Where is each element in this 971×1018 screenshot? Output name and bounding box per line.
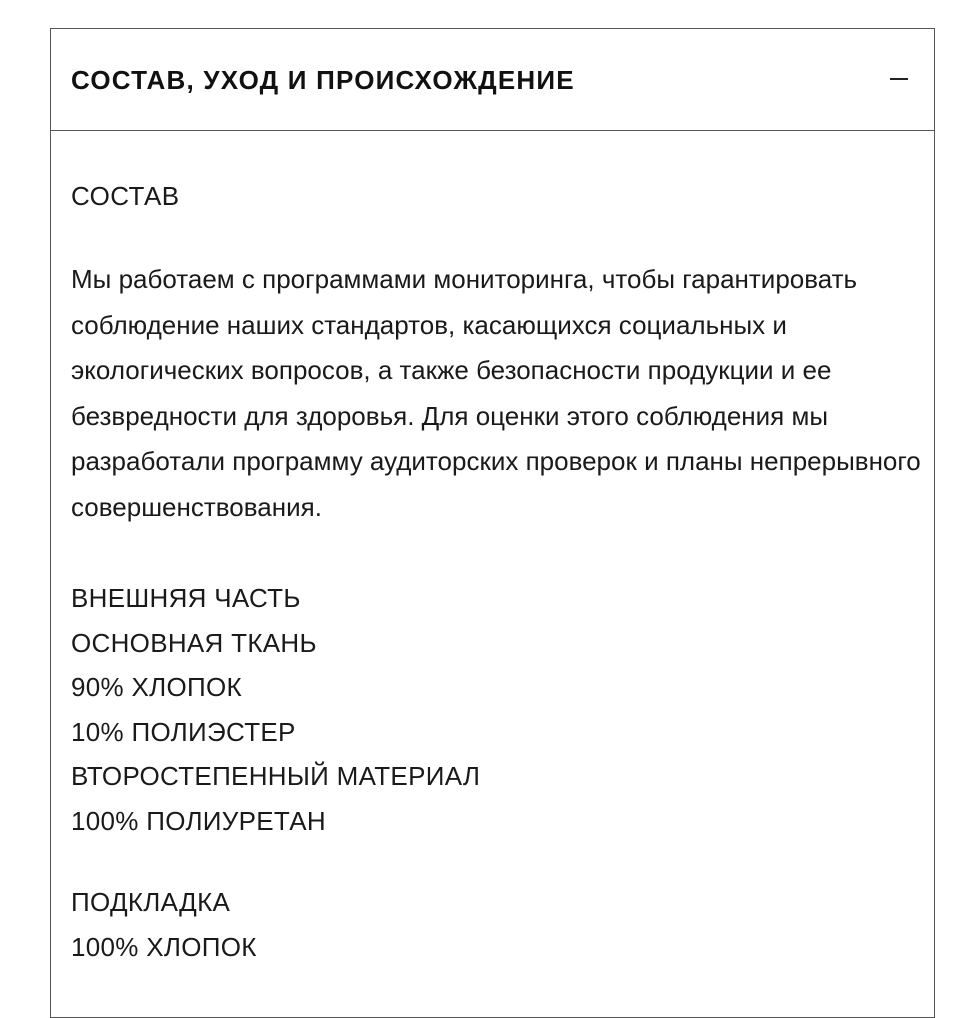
lining-cotton: 100% ХЛОПОК [71, 931, 257, 962]
lining-heading: ПОДКЛАДКА [71, 887, 231, 917]
outer-heading: ВНЕШНЯЯ ЧАСТЬ [71, 583, 301, 613]
monitoring-paragraph: Мы работаем с программами мониторинга, чтобы гарантировать соблюдение наших стандартов, касающихся социальных и экологических вопросов, а также безопасности продукции и ее безвредности для здоровья. Для оценки этого соблюдения мы разработали программу аудиторских проверок и планы непрерывного совершенствования. [71, 264, 921, 522]
main-fabric-cotton: 90% ХЛОПОК [71, 672, 242, 702]
accordion-title: СОСТАВ, УХОД И ПРОИСХОЖДЕНИЕ [71, 65, 575, 95]
secondary-material-polyurethane: 100% ПОЛИУРЕТАН [71, 805, 326, 836]
main-fabric-label: ОСНОВНАЯ ТКАНЬ [71, 627, 317, 658]
secondary-material-label: ВТОРОСТЕПЕННЫЙ МАТЕРИАЛ [71, 761, 481, 791]
lining-composition [71, 880, 914, 969]
outer-composition [71, 576, 914, 843]
minus-icon[interactable] [890, 78, 908, 80]
main-fabric-polyester: 10% ПОЛИЭСТЕР [71, 716, 296, 747]
composition-accordion [50, 28, 935, 1018]
accordion-header[interactable] [51, 29, 934, 131]
section-title: СОСТАВ [71, 181, 180, 211]
accordion-body [51, 131, 934, 969]
